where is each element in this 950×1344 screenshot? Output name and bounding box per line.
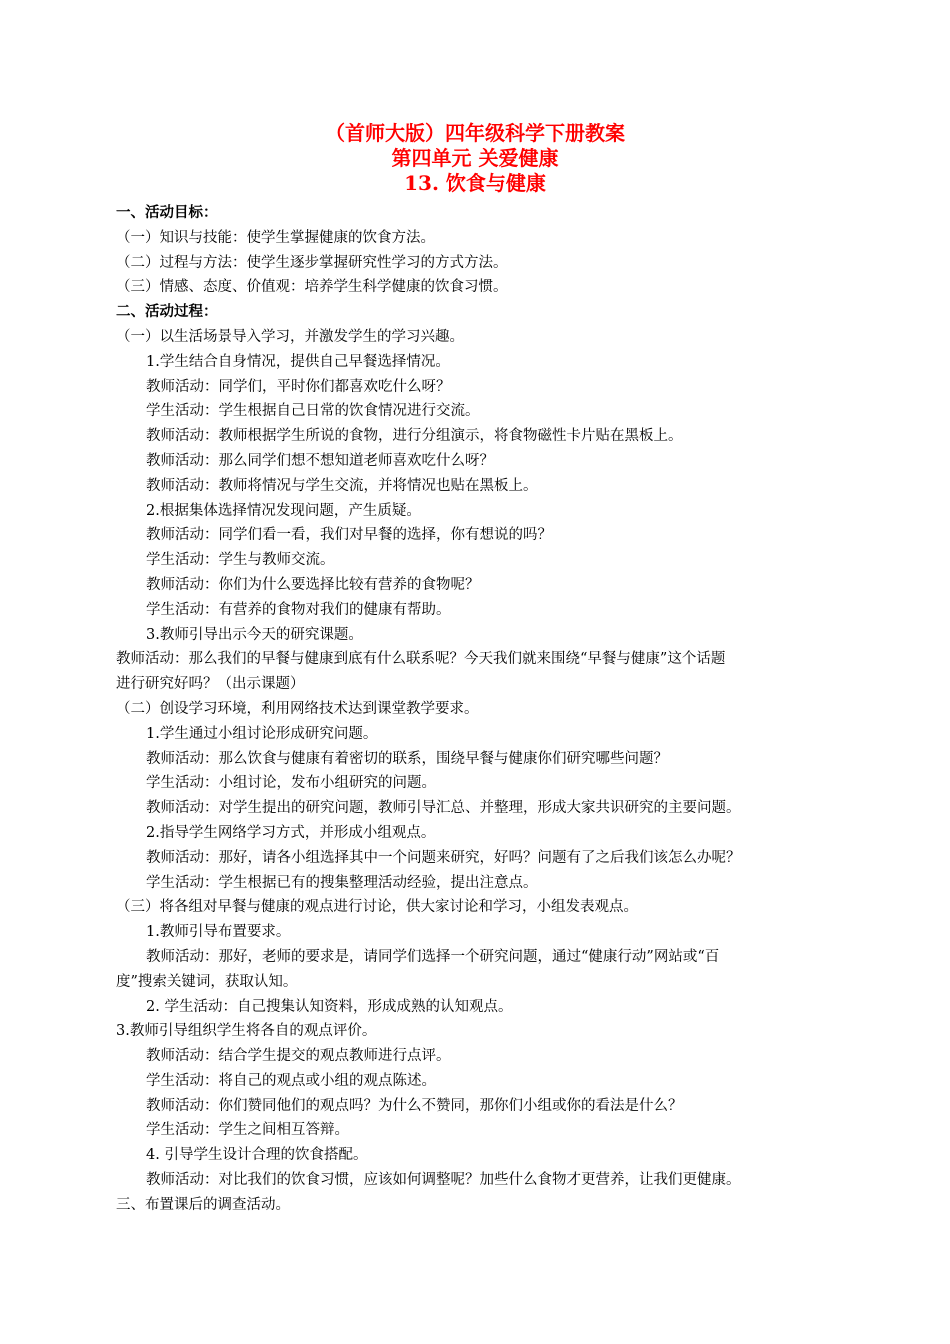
body-line: 2.指导学生网络学习方式，并形成小组观点。 xyxy=(146,824,436,841)
body-line: 教师活动：教师将情况与学生交流，并将情况也贴在黑板上。 xyxy=(146,477,538,494)
body-line: 教师活动：对比我们的饮食习惯，应该如何调整呢？加些什么食物才更营养，让我们更健康。 xyxy=(146,1172,741,1189)
body-line: 3.教师引导出示今天的研究课题。 xyxy=(146,626,363,643)
section-heading: 一、活动目标： xyxy=(116,204,218,221)
body-line: 教师活动：同学们，平时你们都喜欢吃什么呀？ xyxy=(146,378,451,395)
body-line: 学生活动：学生与教师交流。 xyxy=(146,552,335,569)
body-line: （一）知识与技能：使学生掌握健康的饮食方法。 xyxy=(116,229,435,246)
body-line: 教师活动：你们为什么要选择比较有营养的食物呢？ xyxy=(146,576,480,593)
body-line: 学生活动：将自己的观点或小组的观点陈述。 xyxy=(146,1072,436,1089)
body-line: 2.根据集体选择情况发现问题，产生质疑。 xyxy=(146,502,421,519)
body-line: 教师活动：那好，请各小组选择其中一个问题来研究，好吗？问题有了之后我们该怎么办呢？ xyxy=(146,849,741,866)
body-line: 3.教师引导组织学生将各自的观点评价。 xyxy=(116,1023,377,1040)
body-line: 1.学生结合自身情况，提供自己早餐选择情况。 xyxy=(146,353,450,370)
body-line: 教师活动：结合学生提交的观点教师进行点评。 xyxy=(146,1048,451,1065)
body-line: （二）创设学习环境，利用网络技术达到课堂教学要求。 xyxy=(116,700,479,717)
section-heading: 二、活动过程： xyxy=(116,303,218,321)
body-line: 教师活动：那么同学们想不想知道老师喜欢吃什么呀？ xyxy=(146,452,494,469)
body-line: 学生活动：有营养的食物对我们的健康有帮助。 xyxy=(146,601,451,618)
body-line: 教师活动：教师根据学生所说的食物，进行分组演示，将食物磁性卡片贴在黑板上。 xyxy=(146,428,683,445)
body-line: （二）过程与方法：使学生逐步掌握研究性学习的方式方法。 xyxy=(116,254,508,271)
lesson-title: 13. 饮食与健康 xyxy=(404,171,546,195)
unit-title: 第四单元 关爱健康 xyxy=(391,146,559,170)
title-block xyxy=(0,121,950,196)
lesson-body xyxy=(116,201,840,1218)
body-line: 教师活动：同学们看一看，我们对早餐的选择，你有想说的吗？ xyxy=(146,527,552,544)
body-line: 三、布置课后的调查活动。 xyxy=(116,1196,290,1213)
body-line: （三）情感、态度、价值观：培养学生科学健康的饮食习惯。 xyxy=(116,279,508,296)
body-line: （三）将各组对早餐与健康的观点进行讨论，供大家讨论和学习，小组发表观点。 xyxy=(116,899,638,916)
body-line: 教师活动：那好，老师的要求是，请同学们选择一个研究问题，通过“健康行动”网站或“百 xyxy=(146,948,720,965)
body-line: 教师活动：那么饮食与健康有着密切的联系，围绕早餐与健康你们研究哪些问题？ xyxy=(146,750,668,767)
body-line: 学生活动：学生根据自己日常的饮食情况进行交流。 xyxy=(146,403,480,420)
document-title: （首师大版）四年级科学下册教案 xyxy=(325,121,625,145)
body-line: 1.教师引导布置要求。 xyxy=(146,924,291,941)
body-line: 进行研究好吗？（出示课题） xyxy=(116,676,305,693)
body-line: 学生活动：学生根据已有的搜集整理活动经验，提出注意点。 xyxy=(146,874,538,891)
body-line: 教师活动：那么我们的早餐与健康到底有什么联系呢？今天我们就来围绕“早餐与健康”这个话题 xyxy=(116,651,726,668)
body-line: 1.学生通过小组讨论形成研究问题。 xyxy=(146,725,378,742)
body-line: 4. 引导学生设计合理的饮食搭配。 xyxy=(146,1147,368,1164)
body-line: 教师活动：对学生提出的研究问题，教师引导汇总、并整理，形成大家共识研究的主要问题。 xyxy=(146,800,741,817)
body-line: 学生活动：学生之间相互答辩。 xyxy=(146,1122,349,1139)
body-line: 教师活动：你们赞同他们的观点吗？为什么不赞同，那你们小组或你的看法是什么？ xyxy=(146,1097,683,1114)
body-line: 学生活动：小组讨论，发布小组研究的问题。 xyxy=(146,775,436,792)
body-line: （一）以生活场景导入学习，并激发学生的学习兴趣。 xyxy=(116,328,464,345)
body-line: 2. 学生活动：自己搜集认知资料，形成成熟的认知观点。 xyxy=(146,998,513,1015)
body-line: 度”搜索关键词，获取认知。 xyxy=(116,973,298,990)
